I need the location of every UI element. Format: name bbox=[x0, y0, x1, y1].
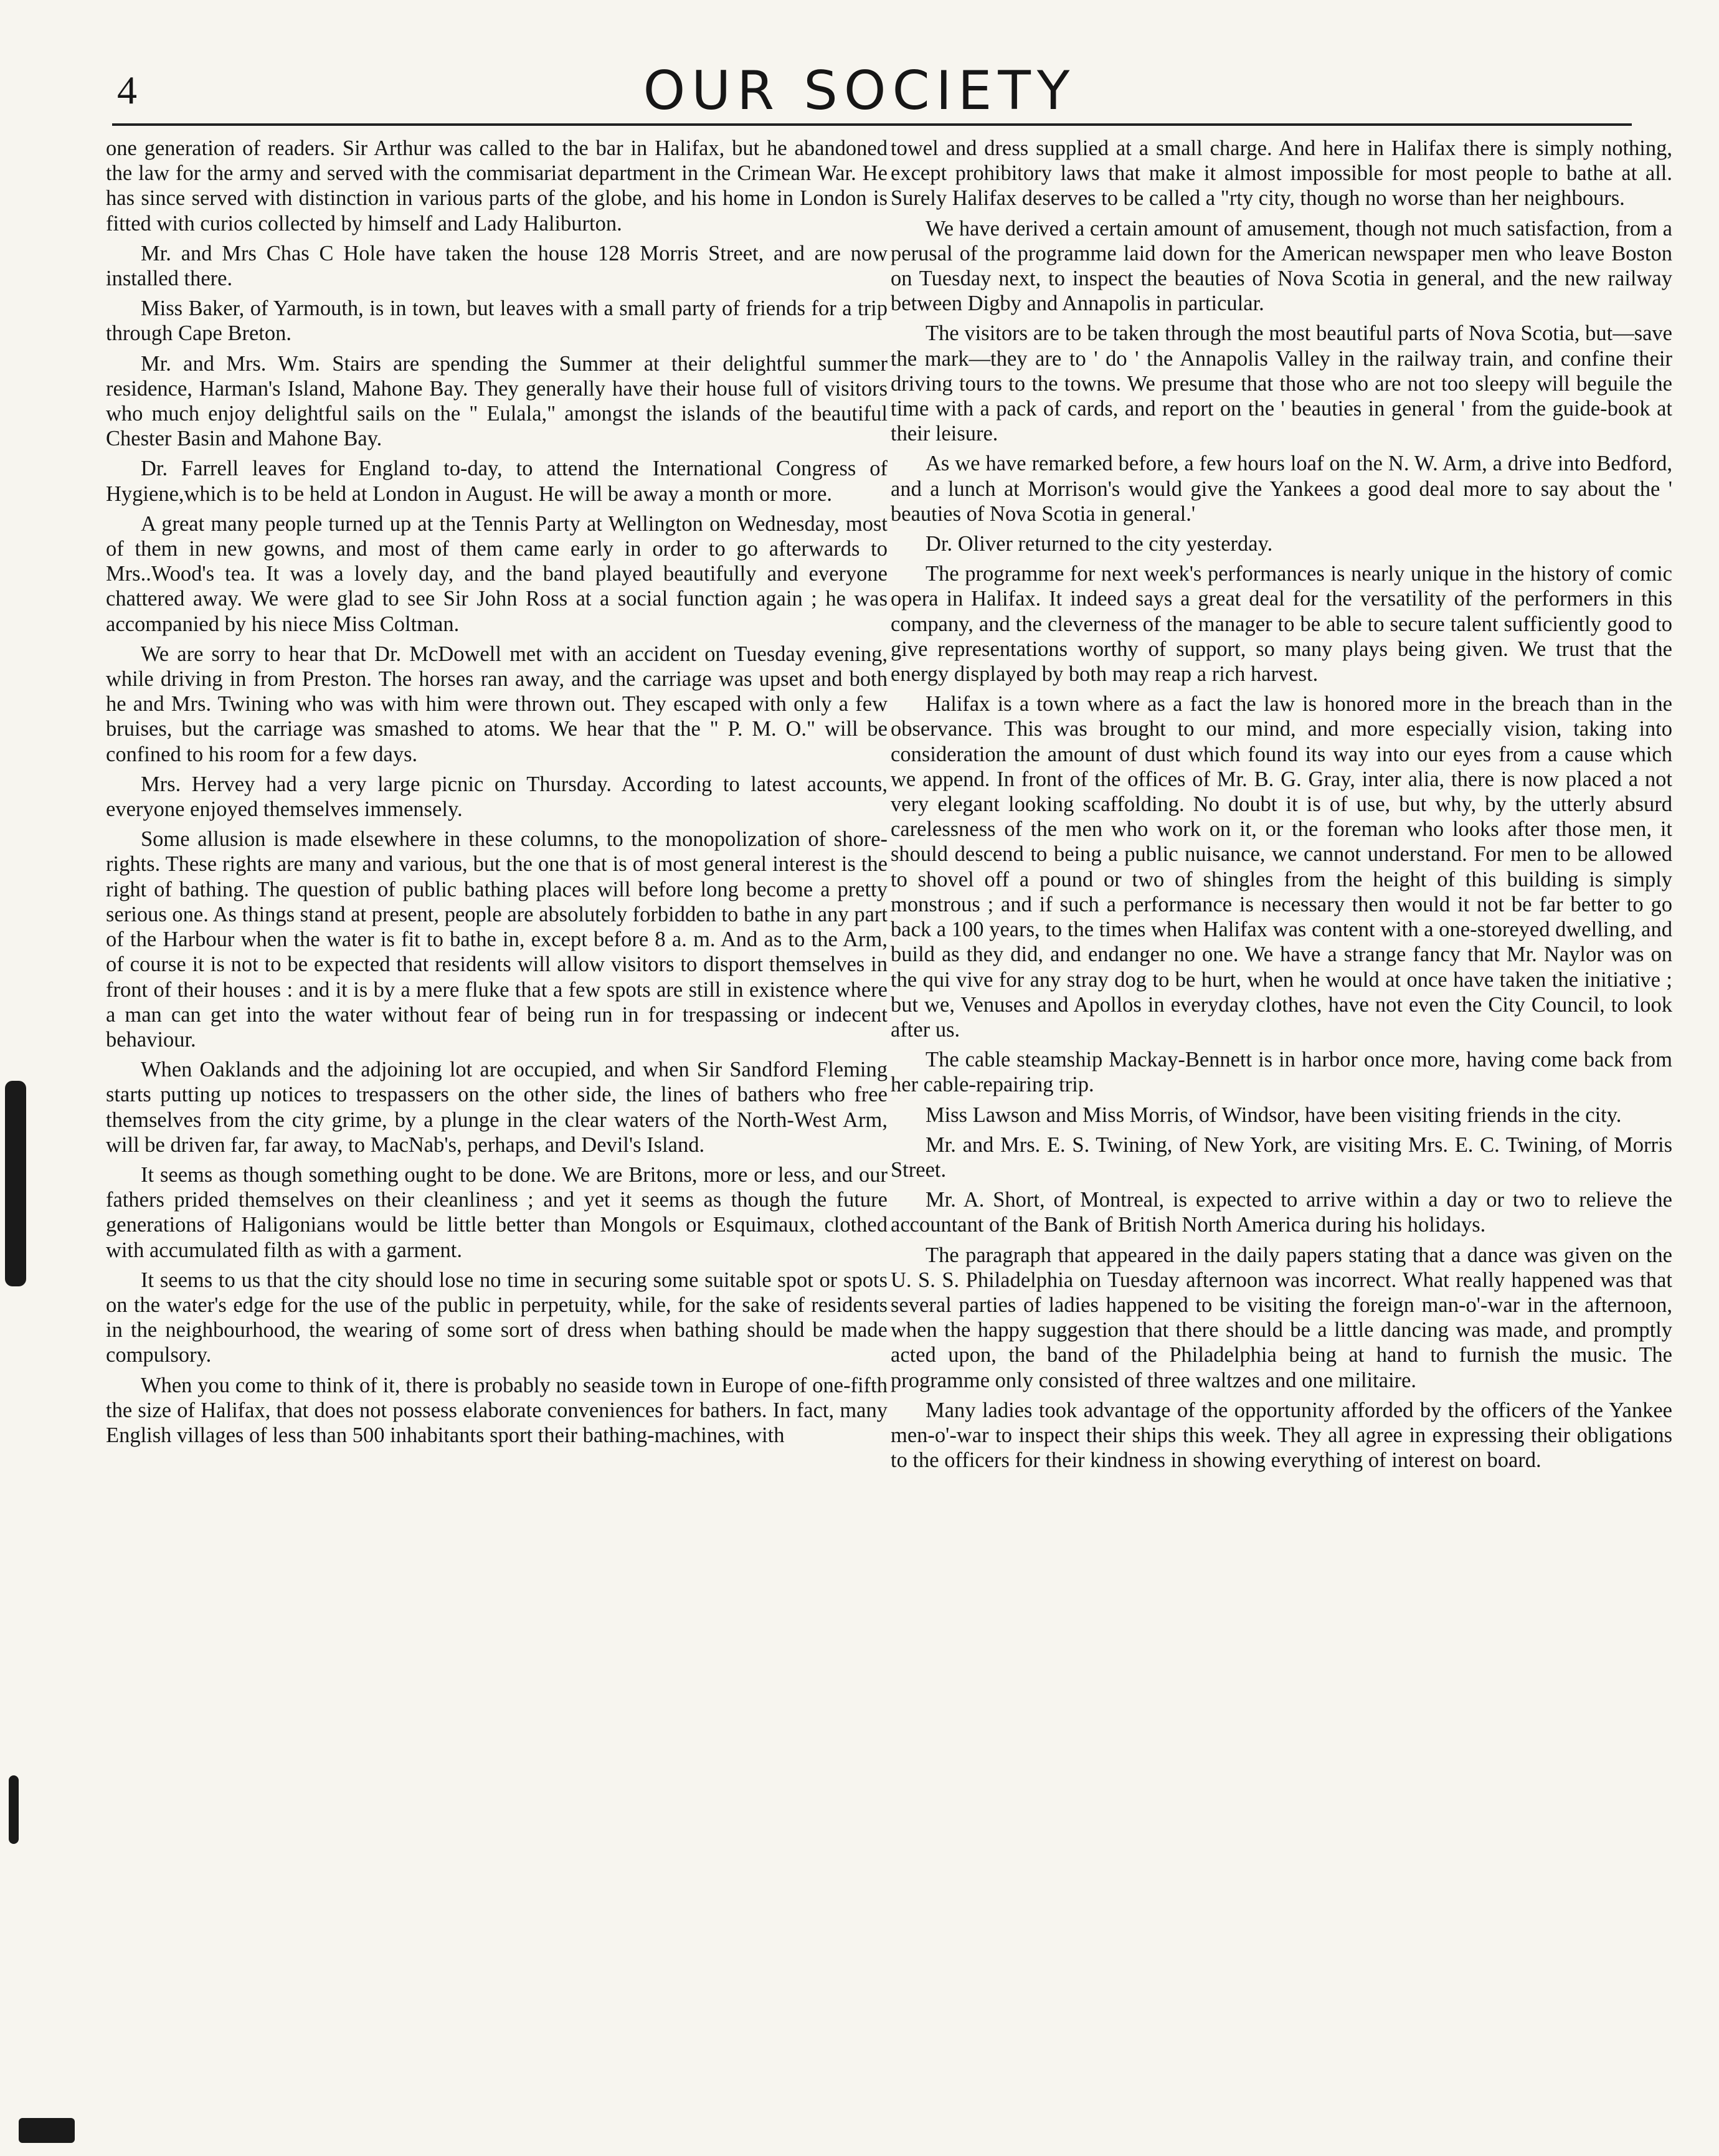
paragraph: As we have remarked before, a few hours loaf on the N. W. Arm, a drive into Bedford, and a lunch at Morrison's would give the Yankees a good deal more to say about the ' beauties of Nova Scotia in general.' bbox=[891, 452, 1672, 526]
paragraph: Mr. and Mrs Chas C Hole have taken the house 128 Morris Street, and are now installed there. bbox=[106, 241, 888, 291]
paragraph: A great many people turned up at the Tennis Party at Wellington on Wednesday, most of them in new gowns, and most of them came early in order to go afterwards to Mrs..Wood's tea. It was a lovely day, and the band played beautifully and everyone chattered away. We were glad to see Sir John Ross at a social function again ; he was accompanied by his niece Miss Coltman. bbox=[106, 511, 888, 636]
page-number: 4 bbox=[117, 68, 137, 112]
header-rule bbox=[112, 123, 1632, 126]
paragraph: Mr. and Mrs. Wm. Stairs are spending the Summer at their delightful summer residence, Harman's Island, Mahone Bay. They generally have their house full of visitors who much enjoy delightful sails on the " Eulala," amongst the islands of the beautiful Chester Basin and Mahone Bay. bbox=[106, 351, 888, 451]
paragraph: We are sorry to hear that Dr. McDowell met with an accident on Tuesday evening, while driving in from Preston. The horses ran away, and the carriage was upset and both he and Mrs. Twining who was with him were thrown out. They escaped with only a few bruises, but the carriage was smashed to atoms. We hear that the " P. M. O." will be confined to his room for a few days. bbox=[106, 642, 888, 766]
paragraph: Dr. Oliver returned to the city yesterday. bbox=[926, 532, 1273, 556]
paragraph: The programme for next week's performances is nearly unique in the history of comic opera in Halifax. It indeed says a great deal for the versatility of the performers in this company, and the cleverness of the manager to be able to secure talent sufficiently good to give representations worthy of support, so many plays being given. We trust that the energy displayed by both may reap a rich harvest. bbox=[891, 562, 1672, 686]
paragraph: Mr. and Mrs. E. S. Twining, of New York, are visiting Mrs. E. C. Twining, of Morris Street. bbox=[891, 1133, 1672, 1182]
paragraph: Dr. Farrell leaves for England to-day, to attend the International Congress of Hygiene,which is to be held at London in August. He will be away a month or more. bbox=[106, 457, 888, 506]
scan-smudge bbox=[9, 1775, 19, 1844]
scan-smudge bbox=[19, 2118, 75, 2143]
paragraph: Mrs. Hervey had a very large picnic on Thursday. According to latest accounts, everyone enjoyed themselves immensely. bbox=[106, 772, 888, 822]
paragraph: It seems to us that the city should lose no time in securing some suitable spot or spots on the water's edge for the use of the public in perpetuity, while, for the sake of residents in the neighbourhood, the wearing of some sort of dress when bathing should be made compulsory. bbox=[106, 1268, 888, 1367]
paragraph: towel and dress supplied at a small charge. And here in Halifax there is simply nothing, except prohibitory laws that make it almost impossible for most people to bathe at all. Surely Halifax deserves to be called a "rty city, though no worse than her neighbours. bbox=[891, 136, 1672, 211]
paragraph: It seems as though something ought to be done. We are Britons, more or less, and our fathers prided themselves on their cleanliness ; and yet it seems as though the future generations of Haligonians would be little better than Mongols or Esquimaux, clothed with accumulated filth as with a garment. bbox=[106, 1162, 888, 1262]
paragraph: Some allusion is made elsewhere in these columns, to the monopolization of shore-rights. These rights are many and various, but the one that is of most general interest is the right of bathing. The question of public bathing places will before long become a pretty serious one. As things stand at present, people are absolutely forbidden to bathe in any part of the Harbour when the water is fit to bathe in, except before 8 a. m. And as to the Arm, of course it is not to be expected that residents will allow visitors to disport themselves in front of their houses : and it is by a mere fluke that a few spots are still in existence where a man can get into the water without fear of being run in for trespassing or indecent behaviour. bbox=[106, 827, 888, 1052]
masthead-title: OUR SOCIETY bbox=[643, 60, 1076, 122]
paragraph: The cable steamship Mackay-Bennett is in harbor once more, having come back from her cable-repairing trip. bbox=[891, 1048, 1672, 1097]
paragraph: Halifax is a town where as a fact the law is honored more in the breach than in the observance. This was brought to our mind, and more especially vision, taking into consideration the amount of dust which found its way into our eyes from a cause which we append. In front of the offices of Mr. B. G. Gray, inter alia, there is now placed a not very elegant looking scaffolding. No doubt it is of use, but why, by the utterly absurd carelessness of the men who work on it, or the foreman who looks after those men, it should descend to being a public nuisance, we cannot understand. For men to be allowed to shovel off a pound or two of shingles from the height of this building is simply monstrous ; and if such a performance is necessary then would it not be far better to go back a 100 years, to the times when Halifax was content with a one-storeyed dwelling, and build as they did, and endanger no one. We have a strange fancy that Mr. Naylor was on the qui vive for any stray dog to be hurt, when he would at once have taken the initiative ; but we, Venuses and Apollos in everyday clothes, have not even the City Council, to look after us. bbox=[891, 692, 1672, 1042]
paragraph: When Oaklands and the adjoining lot are occupied, and when Sir Sandford Fleming starts putting up notices to trespassers on the other side, the lines of bathers who free themselves from the city grime, by a plunge in the clear waters of the North-West Arm, will be driven far, far away, to MacNab's, perhaps, and Devil's Island. bbox=[106, 1058, 888, 1157]
paragraph: Many ladies took advantage of the opportunity afforded by the officers of the Yankee men-o'-war to inspect their ships this week. They all agree in expressing their obligations to the officers for their kindness in showing everything of interest on board. bbox=[891, 1398, 1672, 1473]
paragraph: one generation of readers. Sir Arthur was called to the bar in Halifax, but he abandoned the law for the army and served with the commisariat department in the Crimean War. He has since served with distinction in various parts of the globe, and his home in London is fitted with curios collected by himself and Lady Haliburton. bbox=[106, 136, 888, 235]
right-column bbox=[891, 136, 1672, 1478]
paragraph: We have derived a certain amount of amusement, though not much satisfaction, from a perusal of the programme laid down for the American newspaper men who leave Boston on Tuesday next, to inspect the beauties of Nova Scotia in general, and the new railway between Digby and Annapolis in particular. bbox=[891, 216, 1672, 316]
left-column bbox=[106, 136, 888, 1453]
paragraph: Mr. A. Short, of Montreal, is expected to arrive within a day or two to relieve the accountant of the Bank of British North America during his holidays. bbox=[891, 1188, 1672, 1237]
paragraph: Miss Baker, of Yarmouth, is in town, but leaves with a small party of friends for a trip through Cape Breton. bbox=[106, 297, 888, 346]
paragraph: The visitors are to be taken through the most beautiful parts of Nova Scotia, but—save the mark—they are to ' do ' the Annapolis Valley in the railway train, and confine their driving tours to the towns. We presume that those who are not too sleepy will beguile the time with a pack of cards, and report on the ' beauties in general ' from the guide-book at their leisure. bbox=[891, 321, 1672, 446]
paragraph: Miss Lawson and Miss Morris, of Windsor, have been visiting friends in the city. bbox=[926, 1103, 1622, 1127]
paragraph: The paragraph that appeared in the daily papers stating that a dance was given on the U. S. S. Philadelphia on Tuesday afternoon was incorrect. What really happened was that several parties of ladies happened to be visiting the foreign man-o'-war in the afternoon, when the happy suggestion that there should be a little dancing was made, and promptly acted upon, the band of the Philadelphia being at hand to furnish the music. The programme only consisted of three waltzes and one militaire. bbox=[891, 1243, 1672, 1392]
paragraph: When you come to think of it, there is probably no seaside town in Europe of one-fifth the size of Halifax, that does not possess elaborate conveniences for bathers. In fact, many English villages of less than 500 inhabitants sport their bathing-machines, with bbox=[106, 1373, 888, 1447]
scan-smudge bbox=[5, 1081, 26, 1286]
